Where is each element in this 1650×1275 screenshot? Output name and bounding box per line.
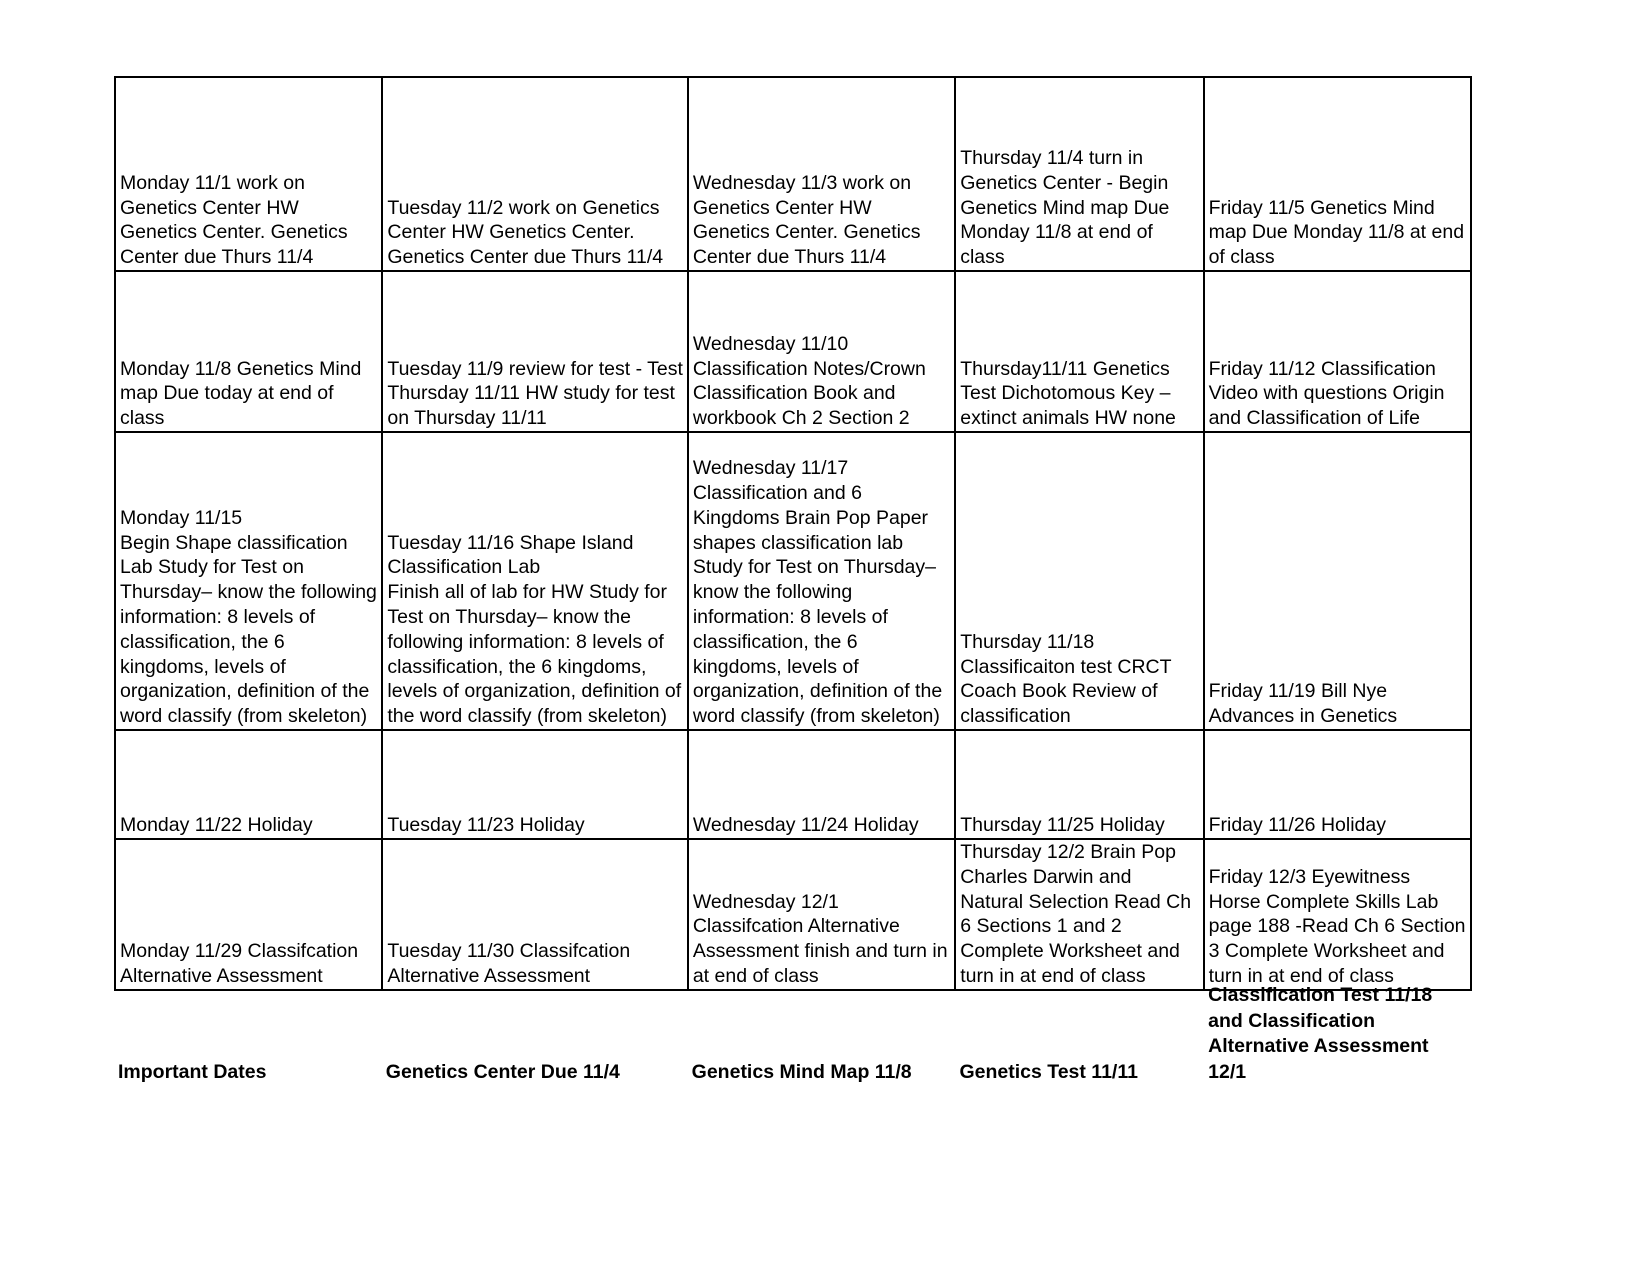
schedule-cell: Wednesday 11/3 work on Genetics Center HW Genetics Center. Genetics Center due Thurs 11/4 xyxy=(688,77,955,271)
schedule-cell: Tuesday 11/16 Shape Island Classification Lab Finish all of lab for HW Study for Test on Thursday– know the following information: 8 levels of classification, the 6 kingdoms, levels of organization, definition of the word classify (from skeleton) xyxy=(382,432,687,730)
important-date-item: Genetics Test 11/11 xyxy=(959,1060,1138,1083)
schedule-cell: Wednesday 12/1 Classifcation Alternative Assessment finish and turn in at end of class xyxy=(688,839,955,990)
important-date-item: Classification Test 11/18 and Classification Alternative Assessment 12/1 xyxy=(1208,984,1433,1083)
schedule-cell: Wednesday 11/17 Classification and 6 Kingdoms Brain Pop Paper shapes classification lab Study for Test on Thursday– know the following information: 8 levels of classification, the 6 kingdoms, levels of organization, definition of the word classify (from skeleton) xyxy=(688,432,955,730)
table-row xyxy=(115,839,1471,990)
schedule-cell: Tuesday 11/23 Holiday xyxy=(382,730,687,839)
table-row xyxy=(115,730,1471,839)
table-row xyxy=(115,432,1471,730)
important-dates-label: Important Dates xyxy=(118,1060,267,1083)
important-date-item: Genetics Center Due 11/4 xyxy=(385,1060,620,1083)
table-row xyxy=(115,271,1471,432)
table-row xyxy=(114,983,1472,1085)
table-row xyxy=(115,77,1471,271)
schedule-cell: Friday 12/3 Eyewitness Horse Complete Skills Lab page 188 -Read Ch 6 Section 3 Complete Worksheet and turn in at end of class xyxy=(1204,839,1471,990)
schedule-cell: Monday 11/1 work on Genetics Center HW Genetics Center. Genetics Center due Thurs 11/4 xyxy=(115,77,382,271)
schedule-cell: Thursday 11/18 Classificaiton test CRCT Coach Book Review of classification xyxy=(955,432,1203,730)
schedule-cell: Tuesday 11/9 review for test - Test Thursday 11/11 HW study for test on Thursday 11/11 xyxy=(382,271,687,432)
schedule-cell: Thursday 11/4 turn in Genetics Center - Begin Genetics Mind map Due Monday 11/8 at end of class xyxy=(955,77,1203,271)
schedule-cell: Wednesday 11/24 Holiday xyxy=(688,730,955,839)
schedule-cell: Tuesday 11/2 work on Genetics Center HW Genetics Center. Genetics Center due Thurs 11/4 xyxy=(382,77,687,271)
schedule-cell: Friday 11/19 Bill Nye Advances in Genetics xyxy=(1204,432,1471,730)
schedule-cell: Tuesday 11/30 Classifcation Alternative Assessment xyxy=(382,839,687,990)
important-dates-row xyxy=(114,983,1472,1085)
schedule-cell: Monday 11/15 Begin Shape classification Lab Study for Test on Thursday– know the following information: 8 levels of classification, the 6 kingdoms, levels of organization, definition of the word classify (from skeleton) xyxy=(115,432,382,730)
schedule-cell: Friday 11/12 Classification Video with questions Origin and Classification of Life xyxy=(1204,271,1471,432)
schedule-cell: Monday 11/8 Genetics Mind map Due today at end of class xyxy=(115,271,382,432)
schedule-cell: Monday 11/22 Holiday xyxy=(115,730,382,839)
schedule-cell: Friday 11/26 Holiday xyxy=(1204,730,1471,839)
schedule-cell: Friday 11/5 Genetics Mind map Due Monday 11/8 at end of class xyxy=(1204,77,1471,271)
schedule-cell: Thursday11/11 Genetics Test Dichotomous Key – extinct animals HW none xyxy=(955,271,1203,432)
schedule-cell: Thursday 12/2 Brain Pop Charles Darwin and Natural Selection Read Ch 6 Sections 1 and 2 Complete Worksheet and turn in at end of class xyxy=(955,839,1203,990)
schedule-cell: Wednesday 11/10 Classification Notes/Crown Classification Book and workbook Ch 2 Section 2 xyxy=(688,271,955,432)
schedule-cell: Monday 11/29 Classifcation Alternative Assessment xyxy=(115,839,382,990)
schedule-cell: Thursday 11/25 Holiday xyxy=(955,730,1203,839)
schedule-table xyxy=(114,76,1472,991)
important-date-item: Genetics Mind Map 11/8 xyxy=(691,1060,912,1083)
